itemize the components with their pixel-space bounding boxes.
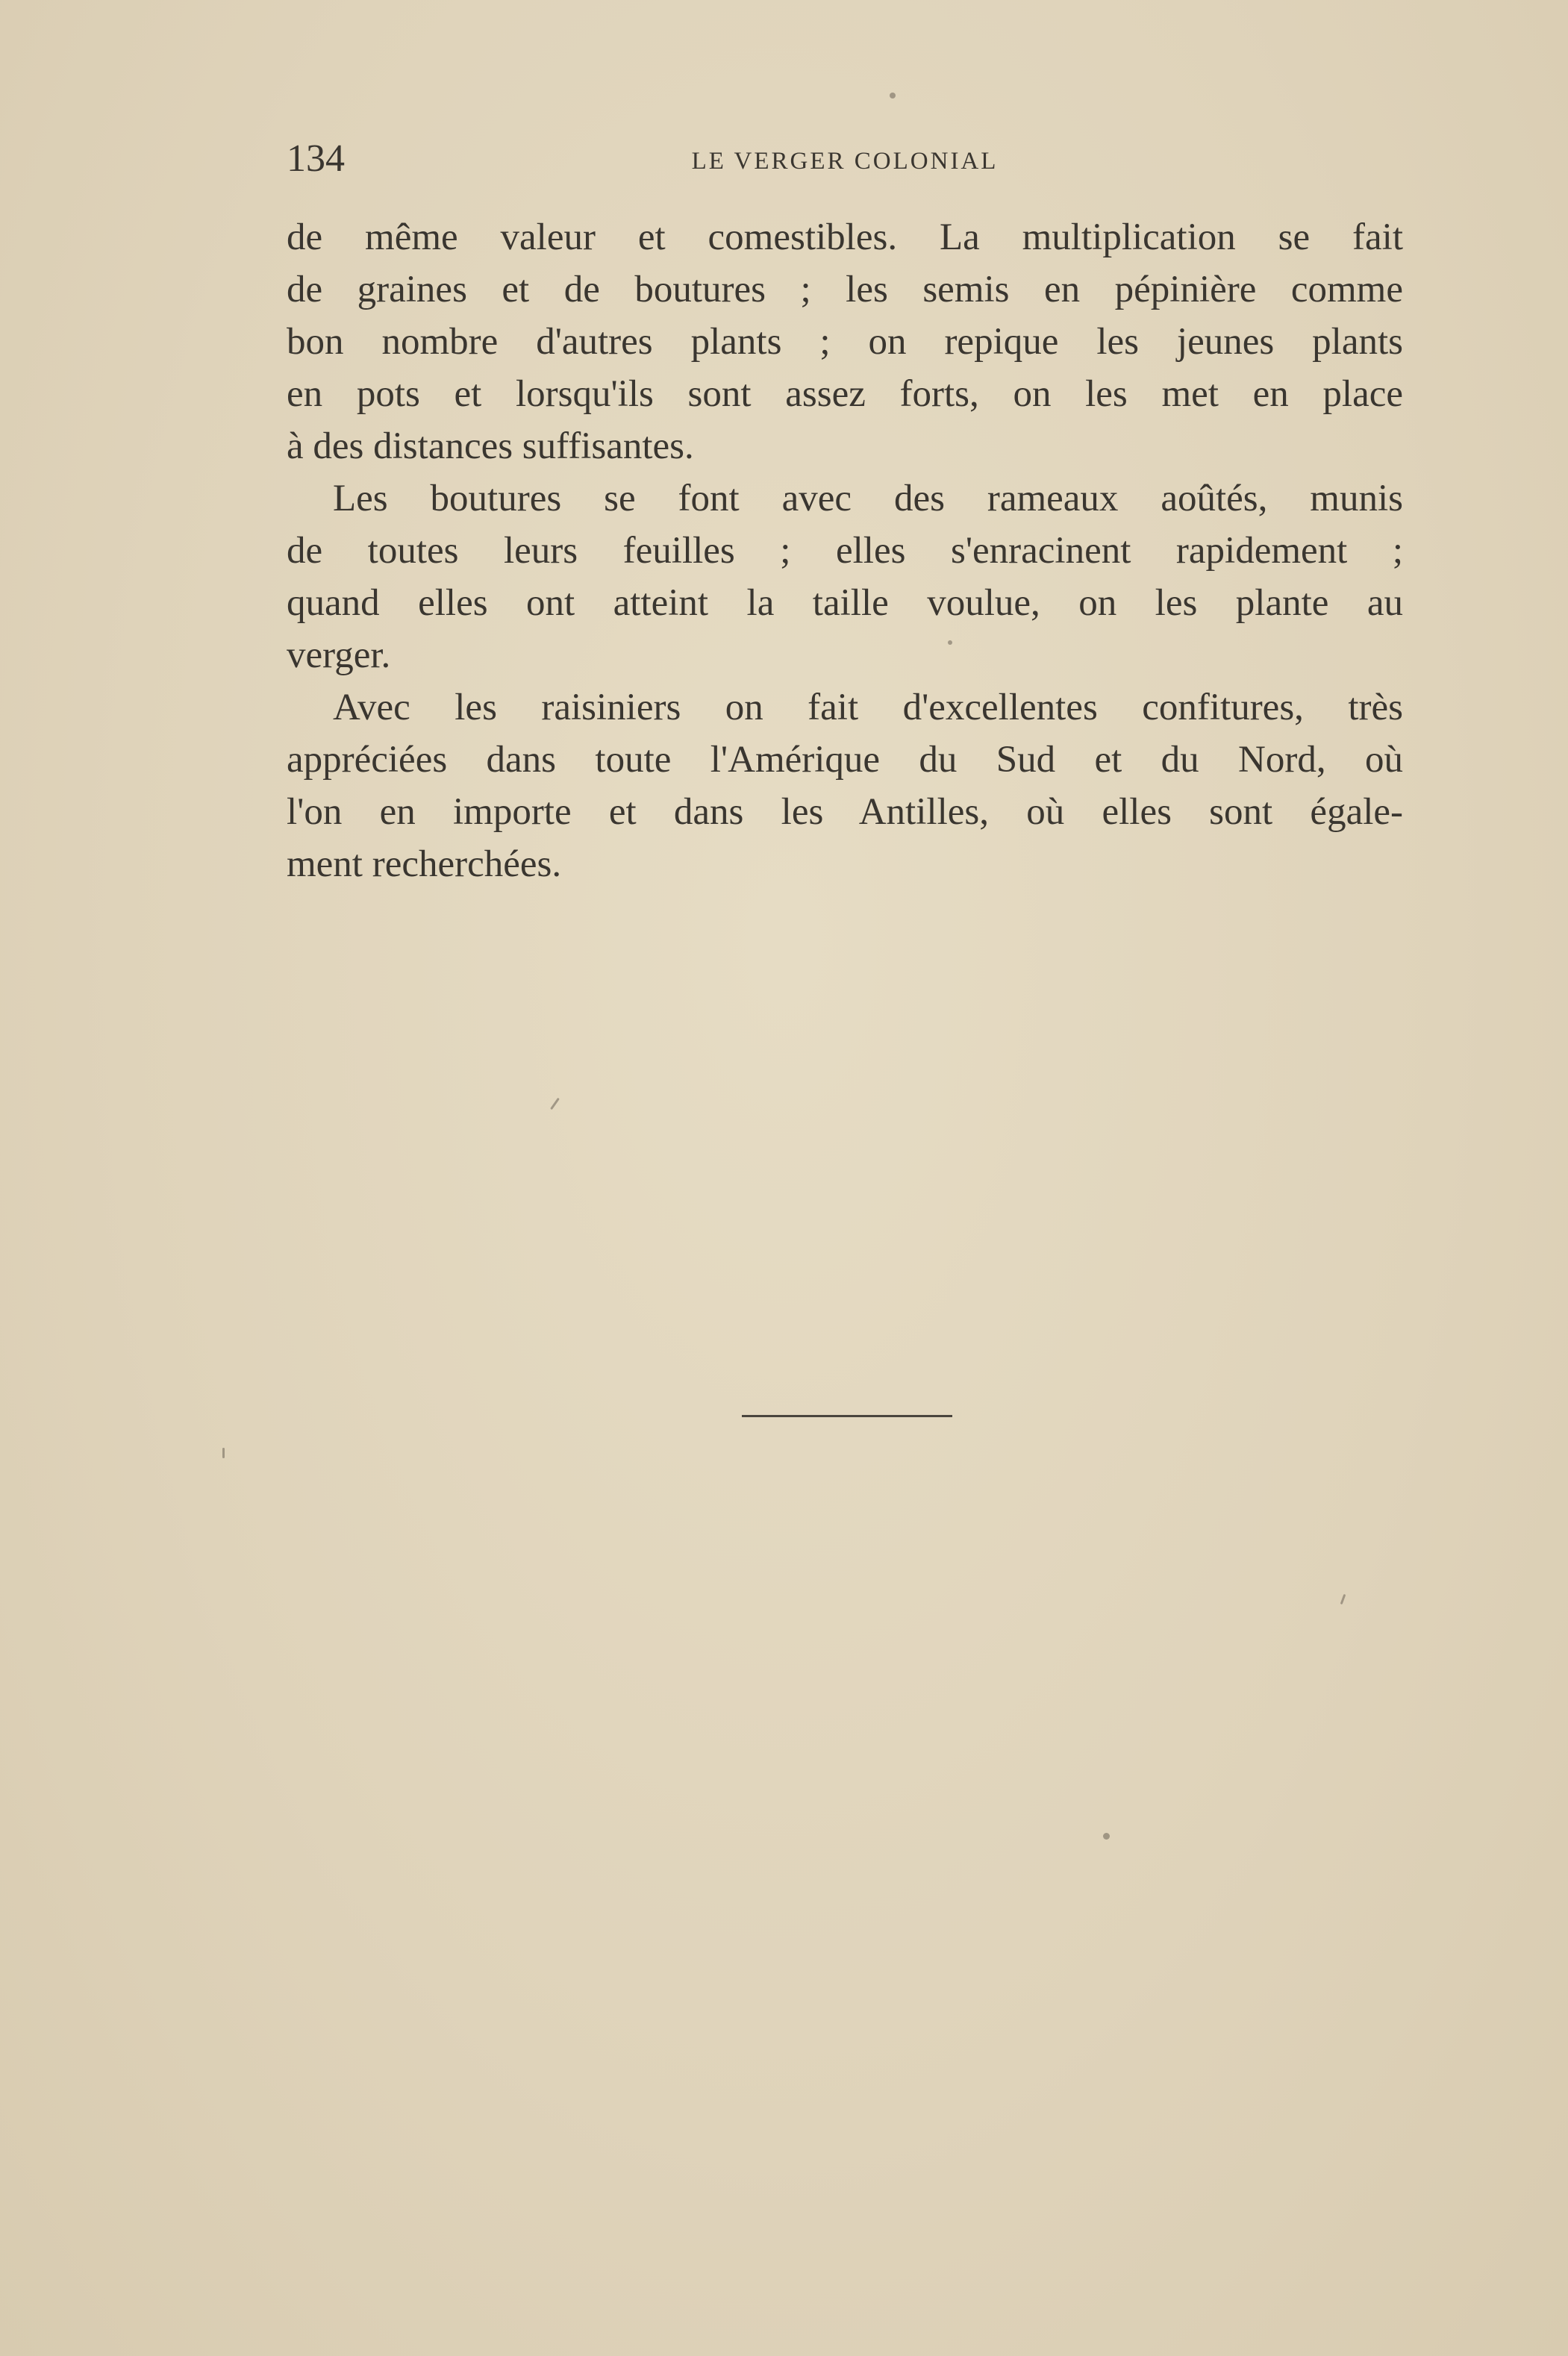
- page-number: 134: [287, 137, 345, 180]
- text-line: appréciées dans toute l'Amérique du Sud et du Nord, où: [287, 739, 1403, 781]
- text-line: de même valeur et comestibles. La multiplication se fait: [287, 216, 1403, 258]
- text-line: Avec les raisiniers on fait d'excellentes confitures, très: [333, 687, 1403, 728]
- text-line: quand elles ont atteint la taille voulue, on les plante au: [287, 582, 1403, 624]
- text-line: à des distances suffisantes.: [287, 425, 694, 467]
- text-line: bon nombre d'autres plants ; on repique les jeunes plants: [287, 321, 1403, 363]
- text-line: verger.: [287, 634, 391, 676]
- text-line: de graines et de boutures ; les semis en pépinière comme: [287, 269, 1403, 310]
- paper-speck: [1340, 1594, 1346, 1604]
- text-line: Les boutures se font avec des rameaux aoûtés, munis: [333, 478, 1403, 519]
- text-line: l'on en importe et dans les Antilles, où elles sont égale-: [287, 791, 1403, 833]
- paper-speck: [550, 1098, 560, 1110]
- text-line: en pots et lorsqu'ils sont assez forts, on les met en place: [287, 373, 1403, 415]
- paper-speck: [890, 93, 896, 99]
- end-rule: [742, 1415, 952, 1417]
- body-text: [287, 211, 1403, 890]
- paper-speck: [1103, 1833, 1110, 1840]
- page-header: [287, 133, 1403, 185]
- paper-speck: [948, 640, 952, 645]
- text-line: ment recherchées.: [287, 843, 562, 885]
- running-title: LE VERGER COLONIAL: [691, 148, 999, 175]
- paper-speck: [222, 1448, 225, 1458]
- text-line: de toutes leurs feuilles ; elles s'enracinent rapidement ;: [287, 530, 1403, 572]
